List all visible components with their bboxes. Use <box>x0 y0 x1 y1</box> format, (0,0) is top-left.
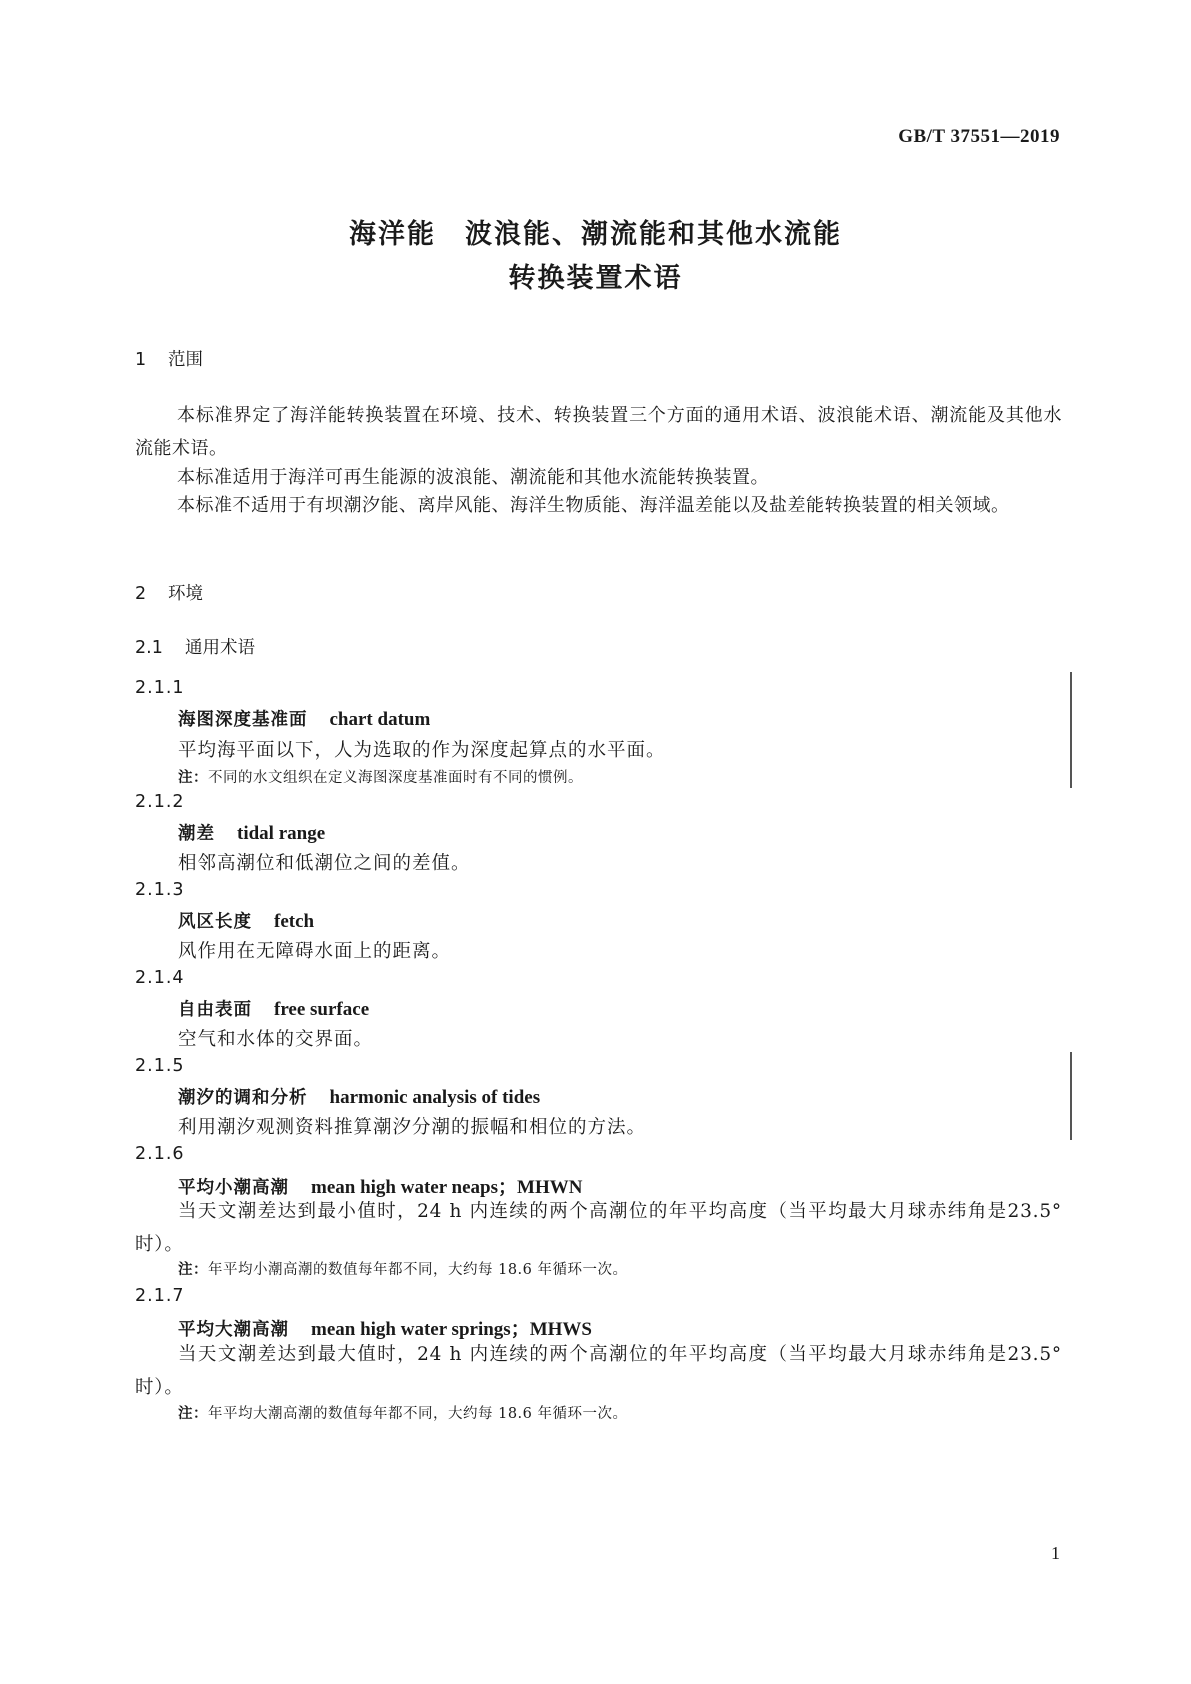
section-title: 通用术语 <box>185 638 255 658</box>
term-heading <box>178 820 325 845</box>
term-heading <box>178 706 430 731</box>
term-english: fetch <box>274 911 315 932</box>
term-definition: 平均海平面以下，人为选取的作为深度起算点的水平面。 <box>178 740 666 761</box>
term-number: 2.1.5 <box>135 1056 185 1076</box>
note-text: 不同的水文组织在定义海图深度基准面时有不同的惯例。 <box>208 770 583 786</box>
section-1-heading <box>135 346 203 371</box>
term-chinese: 海图深度基准面 <box>178 710 308 730</box>
term-english: tidal range <box>237 823 326 844</box>
term-note <box>178 766 583 787</box>
term-chinese: 平均大潮高潮 <box>178 1320 289 1340</box>
term-english: free surface <box>274 999 370 1020</box>
term-heading <box>178 908 314 933</box>
change-bar <box>1070 1052 1072 1140</box>
term-definition: 空气和水体的交界面。 <box>178 1029 374 1050</box>
term-definition: 当天文潮差达到最大值时，24 h 内连续的两个高潮位的年平均高度（当平均最大月球赤纬角是23.5°时）。 <box>135 1344 1062 1398</box>
section-number: 2 <box>135 584 147 604</box>
term-chinese: 潮差 <box>178 824 215 844</box>
section-title: 范围 <box>168 350 203 370</box>
scope-paragraph-3: 本标准不适用于有坝潮汐能、离岸风能、海洋生物质能、海洋温差能以及盐差能转换装置的相关领域。 <box>177 495 1010 516</box>
term-chinese: 潮汐的调和分析 <box>178 1088 308 1108</box>
scope-paragraph-2: 本标准适用于海洋可再生能源的波浪能、潮流能和其他水流能转换装置。 <box>177 467 769 488</box>
term-english: chart datum <box>329 709 431 730</box>
document-title-line2: 转换装置术语 <box>508 263 683 294</box>
term-number: 2.1.3 <box>135 880 185 900</box>
term-note <box>178 1402 628 1423</box>
term-definition: 风作用在无障碍水面上的距离。 <box>178 941 452 962</box>
term-number: 2.1.7 <box>135 1286 185 1306</box>
term-definition: 利用潮汐观测资料推算潮汐分潮的振幅和相位的方法。 <box>178 1117 647 1138</box>
term-definition: 相邻高潮位和低潮位之间的差值。 <box>178 853 471 874</box>
section-number: 1 <box>135 350 147 370</box>
section-number: 2.1 <box>135 638 163 658</box>
section-2-1-heading <box>135 634 255 659</box>
standard-code: GB/T 37551—2019 <box>898 126 1060 147</box>
term-number: 2.1.6 <box>135 1144 185 1164</box>
section-title: 环境 <box>168 584 203 604</box>
note-label: 注： <box>178 1406 208 1422</box>
term-note <box>178 1258 628 1279</box>
document-title-line1: 海洋能 波浪能、潮流能和其他水流能 <box>349 219 842 250</box>
term-heading <box>178 996 369 1021</box>
scope-paragraph-1: 本标准界定了海洋能转换装置在环境、技术、转换装置三个方面的通用术语、波浪能术语、潮流能及其他水流能术语。 <box>135 405 1062 459</box>
term-definition: 当天文潮差达到最小值时，24 h 内连续的两个高潮位的年平均高度（当平均最大月球赤纬角是23.5°时）。 <box>135 1201 1062 1255</box>
note-label: 注： <box>178 1262 208 1278</box>
term-heading <box>178 1314 592 1341</box>
note-text: 年平均小潮高潮的数值每年都不同，大约每 18.6 年循环一次。 <box>208 1262 628 1278</box>
change-bar <box>1070 672 1072 788</box>
term-heading <box>178 1084 540 1109</box>
section-2-heading <box>135 580 203 605</box>
term-number: 2.1.1 <box>135 678 185 698</box>
page-number: 1 <box>1051 1543 1060 1563</box>
term-number: 2.1.2 <box>135 792 185 812</box>
term-chinese: 平均小潮高潮 <box>178 1178 289 1198</box>
term-chinese: 风区长度 <box>178 912 252 932</box>
term-english: mean high water springs；MHWS <box>311 1319 592 1340</box>
note-text: 年平均大潮高潮的数值每年都不同，大约每 18.6 年循环一次。 <box>208 1406 628 1422</box>
term-number: 2.1.4 <box>135 968 185 988</box>
term-english: harmonic analysis of tides <box>329 1087 541 1108</box>
term-english: mean high water neaps；MHWN <box>311 1177 583 1198</box>
note-label: 注： <box>178 770 208 786</box>
term-chinese: 自由表面 <box>178 1000 252 1020</box>
